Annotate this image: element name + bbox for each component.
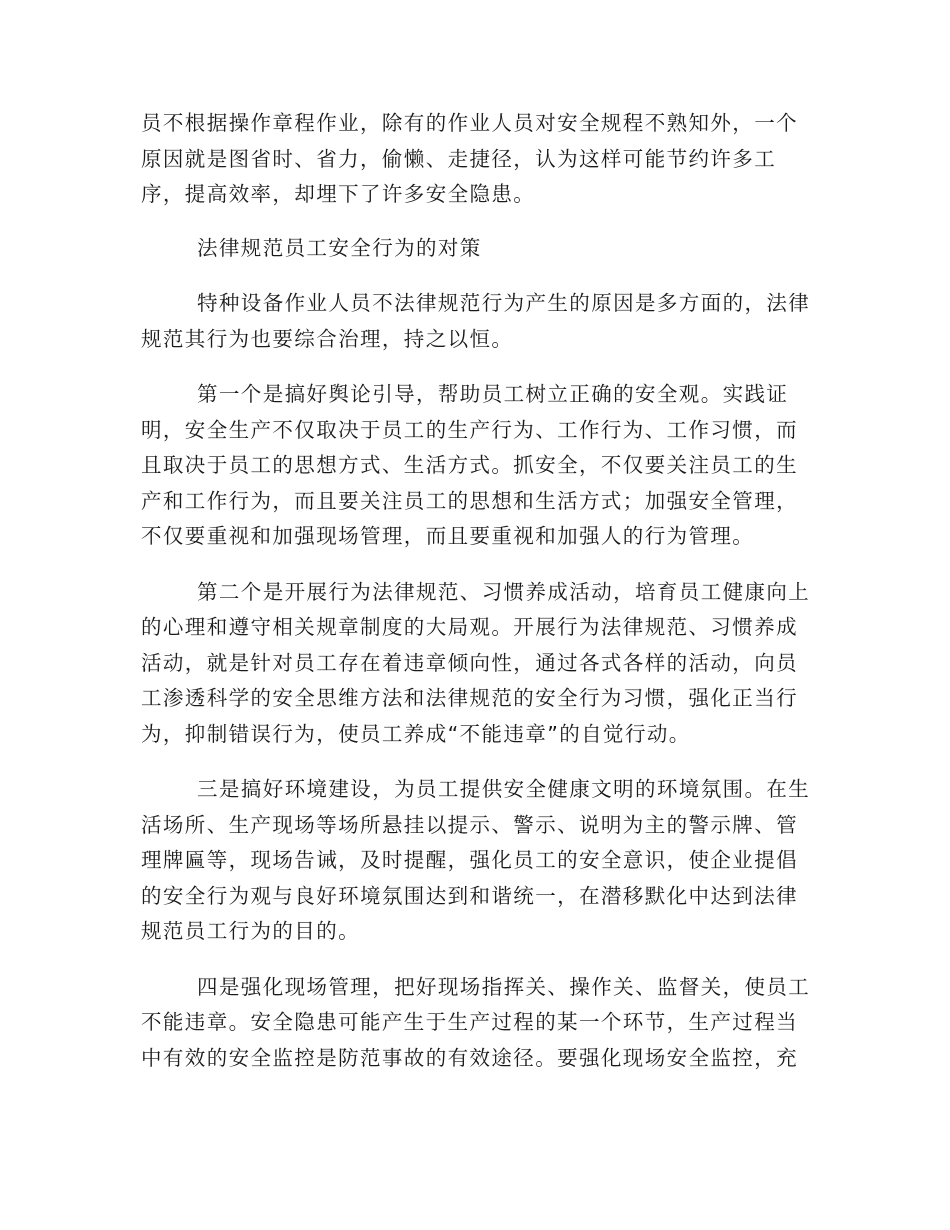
text-line: 序，提高效率，却埋下了许多安全隐患。 — [141, 182, 536, 206]
paragraph-measure-4 — [141, 970, 811, 1077]
paragraph-continuation — [141, 106, 811, 213]
text-line: 为，抑制错误行为，使员工养成“不能违章”的自觉行动。 — [141, 721, 691, 746]
text-line: 活动，就是针对员工存在着违章倾向性，通过各式各样的活动，向员 — [141, 650, 798, 675]
text-line: 中有效的安全监控是防范事故的有效途径。要强化现场安全监控，充 — [141, 1045, 798, 1070]
text-line: 三是搞好环境建设，为员工提供安全健康文明的环境氛围。在生 — [197, 777, 811, 801]
text-line: 四是强化现场管理，把好现场指挥关、操作关、监督关，使员工 — [197, 974, 811, 999]
text-line: 且取决于员工的思想方式、生活方式。抓安全，不仅要关注员工的生 — [141, 453, 798, 477]
text-line: 工渗透科学的安全思维方法和法律规范的安全行为习惯，强化正当行 — [141, 686, 798, 710]
text-line: 原因就是图省时、省力，偷懒、走捷径，认为这样可能节约许多工 — [141, 146, 777, 171]
text-line: 规范其行为也要综合治理，持之以恒。 — [141, 326, 514, 351]
text-line: 的心理和遵守相关规章制度的大局观。开展行为法律规范、习惯养成 — [141, 615, 798, 639]
text-line: 产和工作行为，而且要关注员工的思想和生活方式；加强安全管理， — [141, 488, 798, 513]
text-line: 活场所、生产现场等场所悬挂以提示、警示、说明为主的警示牌、管 — [141, 812, 798, 837]
text-line: 规范员工行为的目的。 — [141, 919, 360, 943]
text-line: 不仅要重视和加强现场管理，而且要重视和加强人的行为管理。 — [141, 524, 755, 548]
text-line: 第二个是开展行为法律规范、习惯养成活动，培育员工健康向上 — [197, 579, 811, 604]
paragraph-measure-1 — [141, 377, 811, 555]
section-heading — [141, 231, 811, 267]
text-line: 理牌匾等，现场告诫，及时提醒，强化员工的安全意识，使企业提倡 — [141, 848, 798, 872]
text-line: 不能违章。安全隐患可能产生于生产过程的某一个环节，生产过程当 — [141, 1010, 798, 1034]
document-page — [141, 106, 811, 1076]
text-line: 特种设备作业人员不法律规范行为产生的原因是多方面的，法律 — [197, 291, 811, 315]
paragraph-intro — [141, 286, 811, 357]
text-line: 员不根据操作章程作业，除有的作业人员对安全规程不熟知外，一个 — [141, 111, 798, 135]
text-line: 明，安全生产不仅取决于员工的生产行为、工作行为、工作习惯，而 — [141, 417, 798, 442]
text-line: 的安全行为观与良好环境氛围达到和谐统一，在潜移默化中达到法律 — [141, 883, 798, 908]
text-line: 第一个是搞好舆论引导，帮助员工树立正确的安全观。实践证 — [197, 382, 789, 406]
paragraph-measure-3 — [141, 772, 811, 950]
paragraph-measure-2 — [141, 575, 811, 753]
heading-text: 法律规范员工安全行为的对策 — [197, 235, 482, 260]
